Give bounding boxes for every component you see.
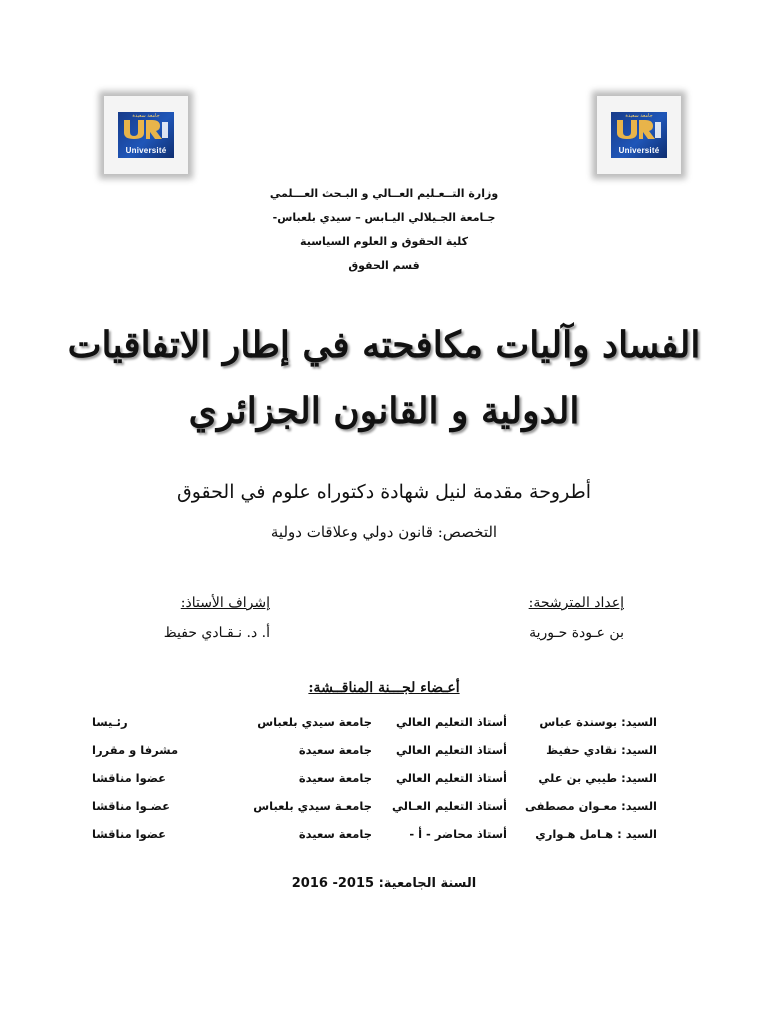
member-rank: أستاذ التعليم العالي — [395, 743, 507, 757]
candidate-name: بن عـودة حـورية — [529, 625, 624, 641]
member-rank: أستاذ التعليم العالي — [395, 771, 507, 785]
member-role: عضوا مناقشا — [92, 827, 167, 841]
candidate-block — [529, 588, 624, 648]
thesis-title-line-1: الفساد وآليات مكافحته في إطار الاتفاقيات — [67, 324, 701, 366]
member-rank: أستاذ التعليم العـالي — [392, 799, 507, 813]
supervisor-heading: إشراف الأستاذ: — [180, 595, 270, 611]
member-university: جامعة سعيدة — [298, 743, 372, 757]
thesis-title-line-2: الدولية و القانون الجزائري — [188, 390, 580, 432]
specialty-line — [0, 518, 768, 546]
specialty-value: قانون دولي وعلاقات دولية — [270, 523, 433, 541]
member-university: جامعة سيدي بلعباس — [257, 715, 372, 729]
thesis-subtitle: أطروحة مقدمة لنيل شهادة دكتوراه علوم في الحقوق — [176, 481, 591, 503]
member-role: عضوا مناقشا — [92, 771, 167, 785]
committee-list — [92, 708, 657, 848]
committee-row — [92, 792, 657, 820]
committee-row — [92, 820, 657, 848]
member-name: السيد: بوسندة عباس — [539, 715, 657, 729]
logo-emblem — [611, 112, 667, 158]
thesis-title — [0, 312, 768, 444]
candidate-heading: إعداد المترشحة: — [528, 595, 624, 611]
logo-caption: Université — [125, 146, 167, 155]
committee-heading: أعـضاء لجـــنة المناقــشة: — [308, 680, 460, 696]
committee-row — [92, 764, 657, 792]
faculty-line: كلية الحقوق و العلوم السياسية — [300, 235, 468, 248]
logo-caption: Université — [618, 146, 660, 155]
member-rank: أستاذ التعليم العالي — [395, 715, 507, 729]
logo-top-text: جامعة سعيدة — [625, 113, 653, 119]
member-role: مشرفا و مقررا — [92, 743, 179, 757]
member-name: السيد: طيبي بن علي — [538, 771, 657, 785]
department-line: قسم الحقوق — [348, 259, 420, 272]
member-name: السيد: معـوان مصطفى — [525, 799, 657, 813]
logo-mark-icon — [615, 118, 663, 140]
member-rank: أستاذ محاضر - أ - — [409, 827, 507, 841]
specialty-label: التخصص: — [437, 523, 498, 541]
member-role: رئـيسا — [92, 715, 128, 729]
committee-row — [92, 708, 657, 736]
supervisor-block — [110, 588, 270, 648]
ministry-line: وزارة التــعـليم العــالي و البـحث العـــلمي — [269, 187, 499, 200]
academic-year: السنة الجامعية: 2015- 2016 — [291, 876, 477, 891]
member-name: السيد : هـامل هـواري — [535, 827, 657, 841]
supervisor-name: أ. د. نـقـادي حفيظ — [163, 625, 270, 641]
member-role: عضـوا مناقشا — [92, 799, 170, 813]
university-logo-left — [104, 96, 188, 174]
logo-mark-icon — [122, 118, 170, 140]
member-university: جامعـة سيدي بلعباس — [253, 799, 372, 813]
logo-top-text: جامعة سعيدة — [132, 113, 160, 119]
committee-row — [92, 736, 657, 764]
member-university: جامعة سعيدة — [298, 771, 372, 785]
logo-emblem — [118, 112, 174, 158]
member-university: جامعة سعيدة — [298, 827, 372, 841]
university-line: جـامعة الجـيلالي اليـابس – سيدي بلعباس- — [272, 211, 496, 224]
institution-header — [0, 182, 768, 278]
member-name: السيد: نقادي حفيظ — [546, 743, 657, 757]
university-logo-right — [597, 96, 681, 174]
